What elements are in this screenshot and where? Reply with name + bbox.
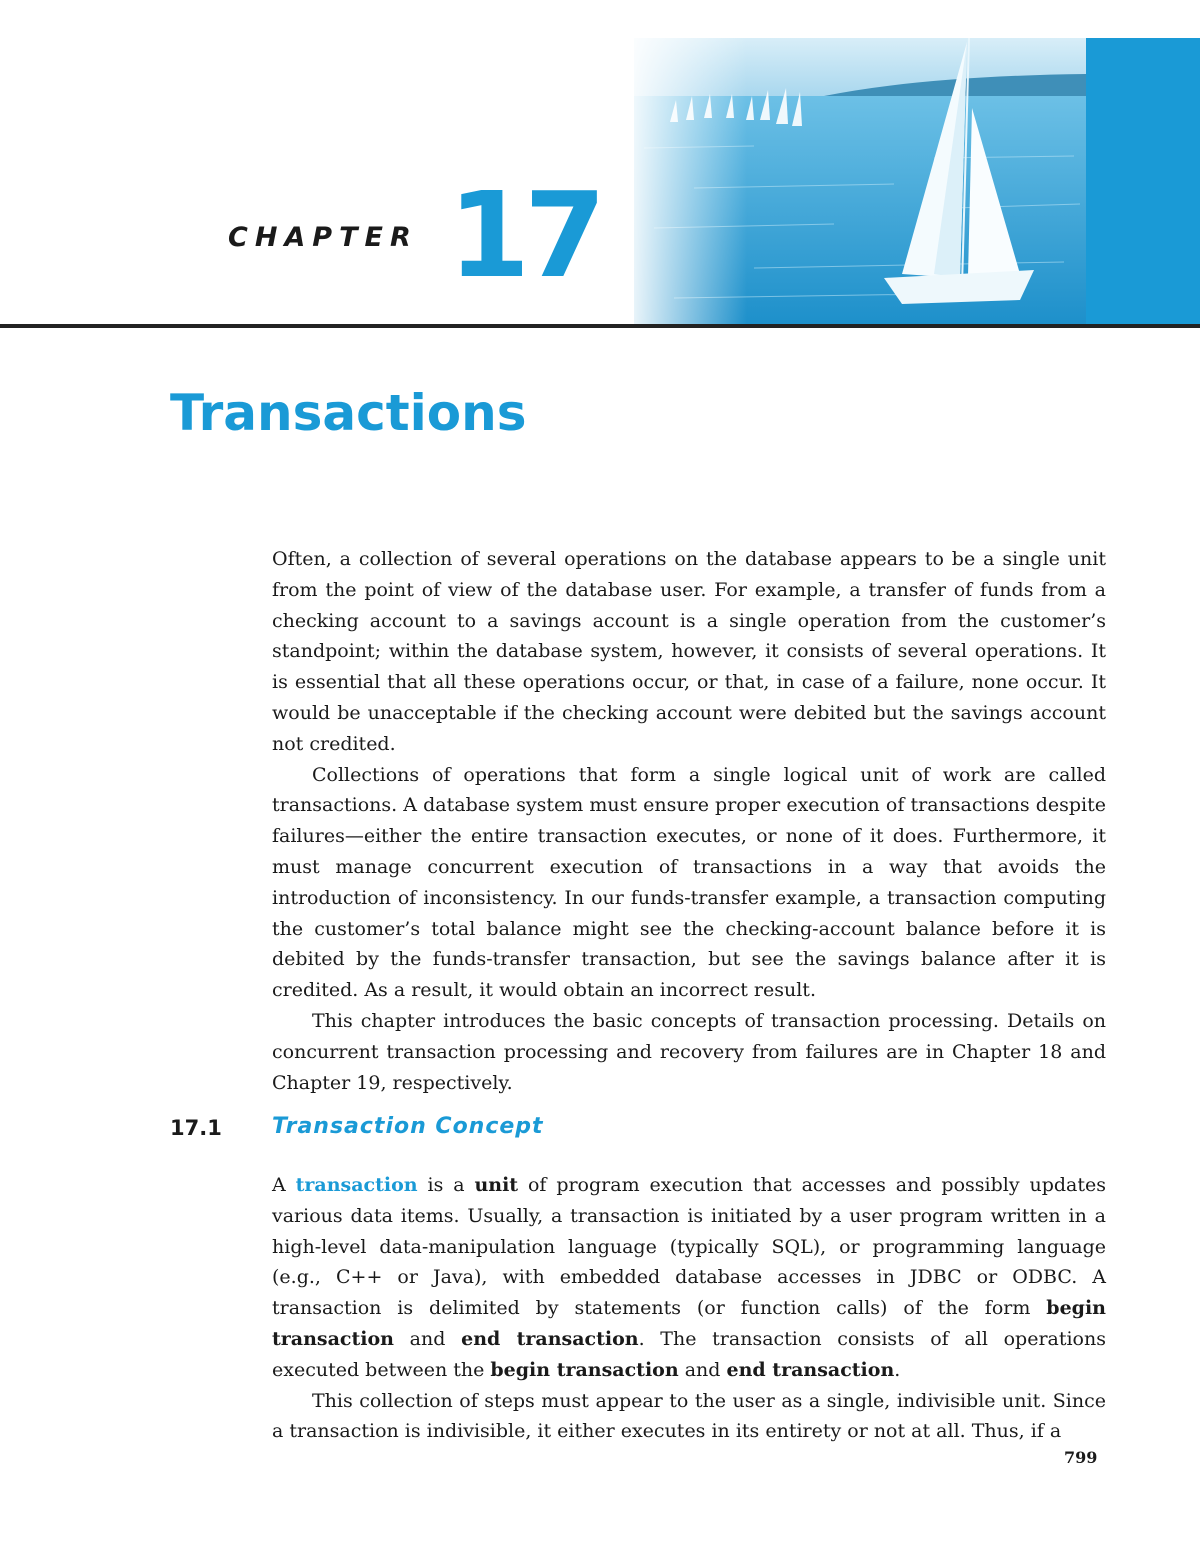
keyword-unit: unit	[474, 1174, 519, 1196]
text-run: A	[272, 1174, 296, 1196]
keyword-end-transaction: end transaction	[726, 1358, 895, 1381]
chapter-label: CHAPTER	[228, 222, 418, 253]
sailboat-image	[634, 38, 1086, 328]
term-transaction: transaction	[295, 1174, 418, 1196]
intro-text	[272, 544, 1106, 1098]
text-run: and	[678, 1358, 727, 1381]
keyword-begin-transaction: begin transaction	[490, 1358, 679, 1381]
text-run: . The transaction consists of all operations executed between the	[272, 1327, 1106, 1381]
section-paragraph-1	[272, 1170, 1106, 1386]
header-rule	[0, 324, 1200, 328]
section-paragraph-2: This collection of steps must appear to the user as a single, indivisible unit. Since a transaction is indivisible, it either executes in its entirety or not at all. Thus, if a	[272, 1389, 1106, 1443]
intro-paragraph-2: Collections of operations that form a single logical unit of work are called transactions. A database system must ensure proper execution of transactions despite failures—either the entire transaction executes, or none of it does. Furthermore, it must manage concurrent execution of transactions in a way that avoids the introduction of inconsistency. In our funds-transfer example, a transaction computing the customer’s total balance might see the checking-account balance before it is debited by the funds-transfer transaction, but see the savings balance after it is credited. As a result, it would obtain an incorrect result.	[272, 763, 1106, 1002]
text-run: and	[393, 1327, 462, 1350]
section-title: Transaction Concept	[272, 1114, 544, 1139]
chapter-title: Transactions	[170, 384, 527, 442]
chapter-photo-sailboat	[634, 38, 1086, 328]
keyword-begin-transaction: begin transaction	[272, 1297, 1106, 1350]
section-text	[272, 1170, 1106, 1447]
page-number: 799	[1064, 1448, 1098, 1467]
text-run: .	[894, 1358, 901, 1381]
section-number: 17.1	[170, 1116, 222, 1140]
intro-paragraph-3: This chapter introduces the basic concepts of transaction processing. Details on concurrent transaction processing and recovery from failures are in Chapter 18 and Chapter 19, respectively.	[272, 1009, 1106, 1094]
chapter-accent-bar	[1086, 38, 1200, 328]
text-run: is a	[417, 1174, 475, 1196]
text-run: of program execution that accesses and possibly updates various data items. Usually, a transaction is initiated by a user program written in a high-level data-manipulation language (typically SQL), or programming language (e.g., C++ or Java), with embedded database accesses in JDBC or ODBC. A transaction is delimited by statements (or function calls) of the form	[272, 1174, 1106, 1320]
chapter-number: 17	[448, 166, 601, 304]
keyword-end-transaction: end transaction	[461, 1327, 639, 1350]
intro-paragraph-1: Often, a collection of several operations on the database appears to be a single unit from the point of view of the database user. For example, a transfer of funds from a checking account to a savings account is a single operation from the customer’s standpoint; within the database system, however, it consists of several operations. It is essential that all these operations occur, or that, in case of a failure, none occur. It would be unacceptable if the checking account were debited but the savings account not credited.	[272, 548, 1106, 755]
